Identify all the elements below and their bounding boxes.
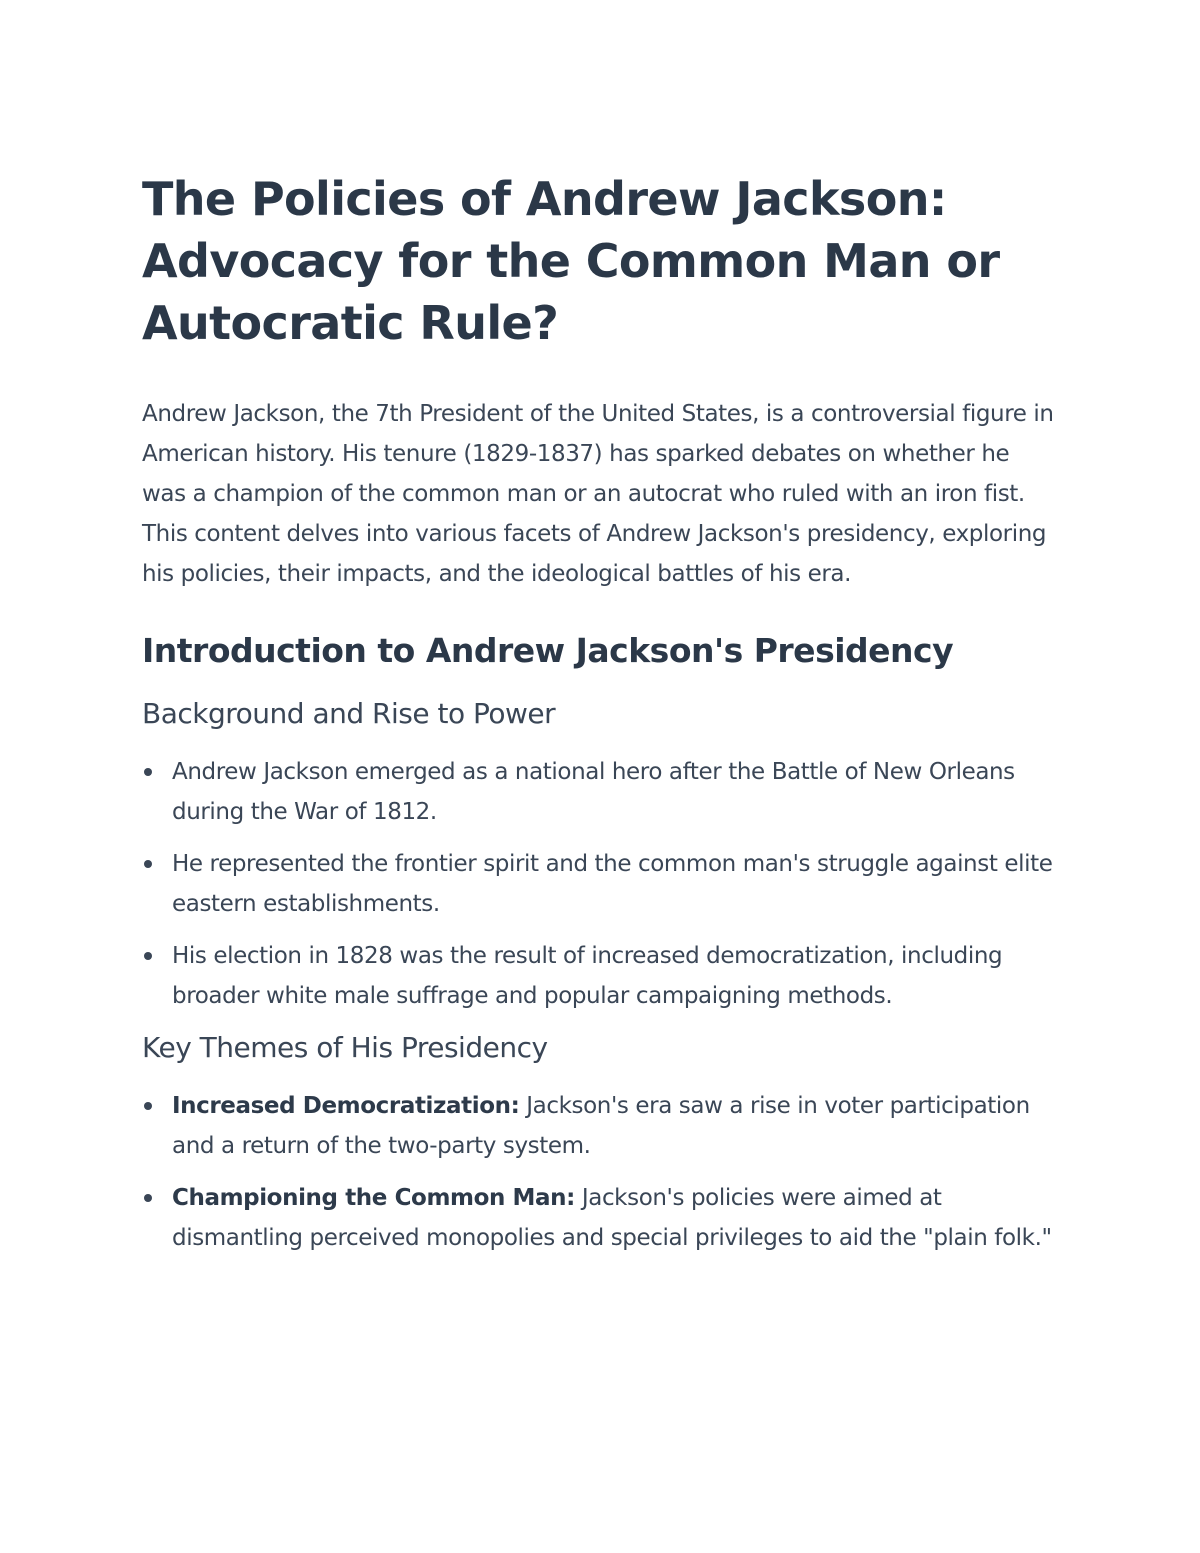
list-item-term: Championing the Common Man:	[172, 1185, 575, 1211]
bullet-icon	[144, 860, 152, 868]
key-themes-list	[142, 1086, 1057, 1258]
list-item-text: Jackson's policies were aimed at dismantling perceived monopolies and special privileges to aid the "plain folk."	[172, 1185, 1052, 1251]
background-list	[142, 752, 1057, 1016]
bullet-icon	[144, 1194, 152, 1202]
list-item-term: Increased Democratization:	[172, 1093, 520, 1119]
document-title: The Policies of Andrew Jackson: Advocacy for the Common Man or Autocratic Rule?	[142, 172, 1000, 350]
subsection-heading-background: Background and Rise to Power	[142, 697, 556, 730]
list-item-text: He represented the frontier spirit and the common man's struggle against elite eastern establishments.	[172, 851, 1053, 917]
bullet-icon	[144, 1102, 152, 1110]
intro-paragraph: Andrew Jackson, the 7th President of the United States, is a controversial figure in American history. His tenure (1829-1837) has sparked debates on whether he was a champion of the common man or an autocrat who ruled with an iron fist. This content delves into various facets of Andrew Jackson's presidency, exploring his policies, their impacts, and the ideological battles of his era.	[142, 401, 1054, 587]
document-page	[142, 168, 1057, 1270]
list-item-text: His election in 1828 was the result of increased democratization, including broader white male suffrage and popular campaigning methods.	[172, 943, 1003, 1009]
bullet-icon	[144, 768, 152, 776]
list-item	[142, 936, 1057, 1016]
list-item-text: Jackson's era saw a rise in voter participation and a return of the two-party system.	[172, 1093, 1030, 1159]
subsection-heading-key-themes: Key Themes of His Presidency	[142, 1031, 548, 1064]
list-item	[142, 1086, 1057, 1166]
list-item	[142, 1178, 1057, 1258]
list-item-text: Andrew Jackson emerged as a national hero after the Battle of New Orleans during the War of 1812.	[172, 759, 1015, 825]
list-item	[142, 752, 1057, 832]
list-item	[142, 844, 1057, 924]
section-heading-introduction: Introduction to Andrew Jackson's Presidency	[142, 631, 954, 670]
bullet-icon	[144, 952, 152, 960]
